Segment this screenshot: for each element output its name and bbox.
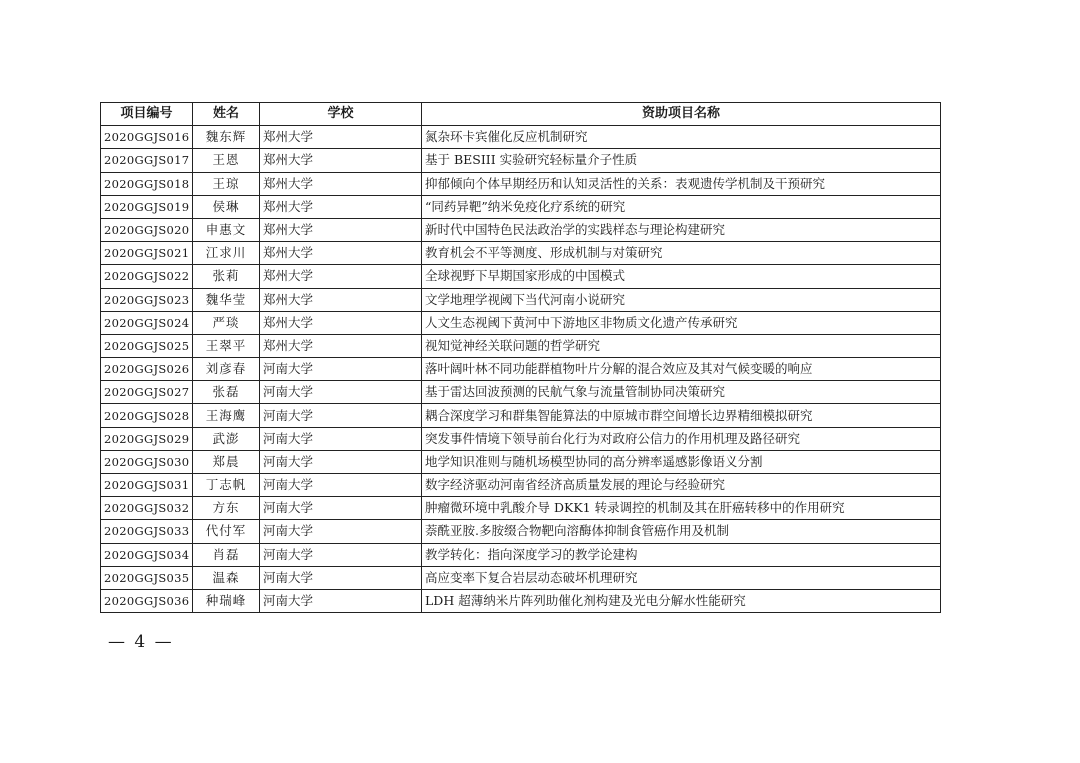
school-cell: 河南大学: [260, 543, 422, 566]
project-title-cell: 教育机会不平等测度、形成机制与对策研究: [422, 242, 941, 265]
project-title-cell: 耦合深度学习和群集智能算法的中原城市群空间增长边界精细模拟研究: [422, 404, 941, 427]
project-title-cell: 人文生态视阈下黄河中下游地区非物质文化遗产传承研究: [422, 311, 941, 334]
table-row: [101, 427, 941, 450]
project-id-cell: 2020GGJS022: [101, 265, 193, 288]
table-row: [101, 195, 941, 218]
school-cell: 河南大学: [260, 520, 422, 543]
school-cell: 河南大学: [260, 566, 422, 589]
project-title-cell: 抑郁倾向个体早期经历和认知灵活性的关系：表观遗传学机制及干预研究: [422, 172, 941, 195]
school-cell: 河南大学: [260, 474, 422, 497]
name-cell: 严琰: [193, 311, 260, 334]
school-cell: 郑州大学: [260, 172, 422, 195]
name-cell: 肖磊: [193, 543, 260, 566]
table-row: [101, 126, 941, 149]
table-row: [101, 149, 941, 172]
table-row: [101, 334, 941, 357]
school-cell: 河南大学: [260, 404, 422, 427]
name-cell: 方东: [193, 497, 260, 520]
project-title-cell: “同药异靶”纳米免疫化疗系统的研究: [422, 195, 941, 218]
project-id-cell: 2020GGJS033: [101, 520, 193, 543]
project-id-cell: 2020GGJS026: [101, 358, 193, 381]
project-title-cell: 数字经济驱动河南省经济高质量发展的理论与经验研究: [422, 474, 941, 497]
project-title-cell: LDH 超薄纳米片阵列助催化剂构建及光电分解水性能研究: [422, 589, 941, 612]
name-cell: 张磊: [193, 381, 260, 404]
project-id-cell: 2020GGJS019: [101, 195, 193, 218]
name-cell: 魏华莹: [193, 288, 260, 311]
school-cell: 河南大学: [260, 450, 422, 473]
header-project-title: 资助项目名称: [422, 103, 941, 126]
name-cell: 王翠平: [193, 334, 260, 357]
name-cell: 代付军: [193, 520, 260, 543]
project-title-cell: 新时代中国特色民法政治学的实践样态与理论构建研究: [422, 218, 941, 241]
name-cell: 武澎: [193, 427, 260, 450]
header-name: 姓名: [193, 103, 260, 126]
project-id-cell: 2020GGJS027: [101, 381, 193, 404]
project-title-cell: 基于 BESIII 实验研究轻标量介子性质: [422, 149, 941, 172]
school-cell: 郑州大学: [260, 334, 422, 357]
project-title-cell: 高应变率下复合岩层动态破坏机理研究: [422, 566, 941, 589]
table-row: [101, 589, 941, 612]
table-row: [101, 358, 941, 381]
project-id-cell: 2020GGJS036: [101, 589, 193, 612]
school-cell: 郑州大学: [260, 195, 422, 218]
table-row: [101, 381, 941, 404]
project-id-cell: 2020GGJS018: [101, 172, 193, 195]
school-cell: 河南大学: [260, 381, 422, 404]
project-id-cell: 2020GGJS034: [101, 543, 193, 566]
project-id-cell: 2020GGJS024: [101, 311, 193, 334]
table-row: [101, 242, 941, 265]
name-cell: 王恩: [193, 149, 260, 172]
table-row: [101, 450, 941, 473]
project-id-cell: 2020GGJS017: [101, 149, 193, 172]
school-cell: 郑州大学: [260, 126, 422, 149]
name-cell: 刘彦春: [193, 358, 260, 381]
name-cell: 丁志帆: [193, 474, 260, 497]
project-id-cell: 2020GGJS030: [101, 450, 193, 473]
project-id-cell: 2020GGJS035: [101, 566, 193, 589]
grant-table: [100, 102, 941, 613]
school-cell: 郑州大学: [260, 149, 422, 172]
table-row: [101, 311, 941, 334]
table-row: [101, 288, 941, 311]
project-title-cell: 肿瘤微环境中乳酸介导 DKK1 转录调控的机制及其在肝癌转移中的作用研究: [422, 497, 941, 520]
project-id-cell: 2020GGJS023: [101, 288, 193, 311]
project-title-cell: 文学地理学视阈下当代河南小说研究: [422, 288, 941, 311]
name-cell: 种瑞峰: [193, 589, 260, 612]
project-id-cell: 2020GGJS032: [101, 497, 193, 520]
project-title-cell: 萘酰亚胺.多胺缀合物靶向溶酶体抑制食管癌作用及机制: [422, 520, 941, 543]
table-row: [101, 218, 941, 241]
project-id-cell: 2020GGJS028: [101, 404, 193, 427]
table-row: [101, 520, 941, 543]
table-row: [101, 474, 941, 497]
school-cell: 郑州大学: [260, 265, 422, 288]
school-cell: 郑州大学: [260, 288, 422, 311]
table-row: [101, 543, 941, 566]
project-title-cell: 地学知识准则与随机场模型协同的高分辨率遥感影像语义分割: [422, 450, 941, 473]
project-id-cell: 2020GGJS020: [101, 218, 193, 241]
project-title-cell: 突发事件情境下领导前台化行为对政府公信力的作用机理及路径研究: [422, 427, 941, 450]
project-id-cell: 2020GGJS025: [101, 334, 193, 357]
project-title-cell: 教学转化：指向深度学习的教学论建构: [422, 543, 941, 566]
project-title-cell: 视知觉神经关联问题的哲学研究: [422, 334, 941, 357]
project-title-cell: 氮杂环卡宾催化反应机制研究: [422, 126, 941, 149]
school-cell: 郑州大学: [260, 242, 422, 265]
table-row: [101, 172, 941, 195]
table-row: [101, 497, 941, 520]
project-title-cell: 基于雷达回波预测的民航气象与流量管制协同决策研究: [422, 381, 941, 404]
name-cell: 王海鹰: [193, 404, 260, 427]
name-cell: 申惠文: [193, 218, 260, 241]
school-cell: 河南大学: [260, 589, 422, 612]
name-cell: 魏东辉: [193, 126, 260, 149]
school-cell: 郑州大学: [260, 311, 422, 334]
project-title-cell: 落叶阔叶林不同功能群植物叶片分解的混合效应及其对气候变暖的响应: [422, 358, 941, 381]
table-row: [101, 265, 941, 288]
name-cell: 郑晨: [193, 450, 260, 473]
name-cell: 江求川: [193, 242, 260, 265]
table-body: [101, 126, 941, 613]
school-cell: 河南大学: [260, 497, 422, 520]
school-cell: 河南大学: [260, 358, 422, 381]
header-school: 学校: [260, 103, 422, 126]
name-cell: 温森: [193, 566, 260, 589]
project-title-cell: 全球视野下早期国家形成的中国模式: [422, 265, 941, 288]
school-cell: 河南大学: [260, 427, 422, 450]
header-project-id: 项目编号: [101, 103, 193, 126]
school-cell: 郑州大学: [260, 218, 422, 241]
name-cell: 侯琳: [193, 195, 260, 218]
table-header-row: [101, 103, 941, 126]
name-cell: 王琼: [193, 172, 260, 195]
project-id-cell: 2020GGJS031: [101, 474, 193, 497]
name-cell: 张莉: [193, 265, 260, 288]
project-id-cell: 2020GGJS029: [101, 427, 193, 450]
project-id-cell: 2020GGJS016: [101, 126, 193, 149]
project-id-cell: 2020GGJS021: [101, 242, 193, 265]
page-number: — 4 —: [108, 632, 174, 652]
table-row: [101, 566, 941, 589]
table-row: [101, 404, 941, 427]
